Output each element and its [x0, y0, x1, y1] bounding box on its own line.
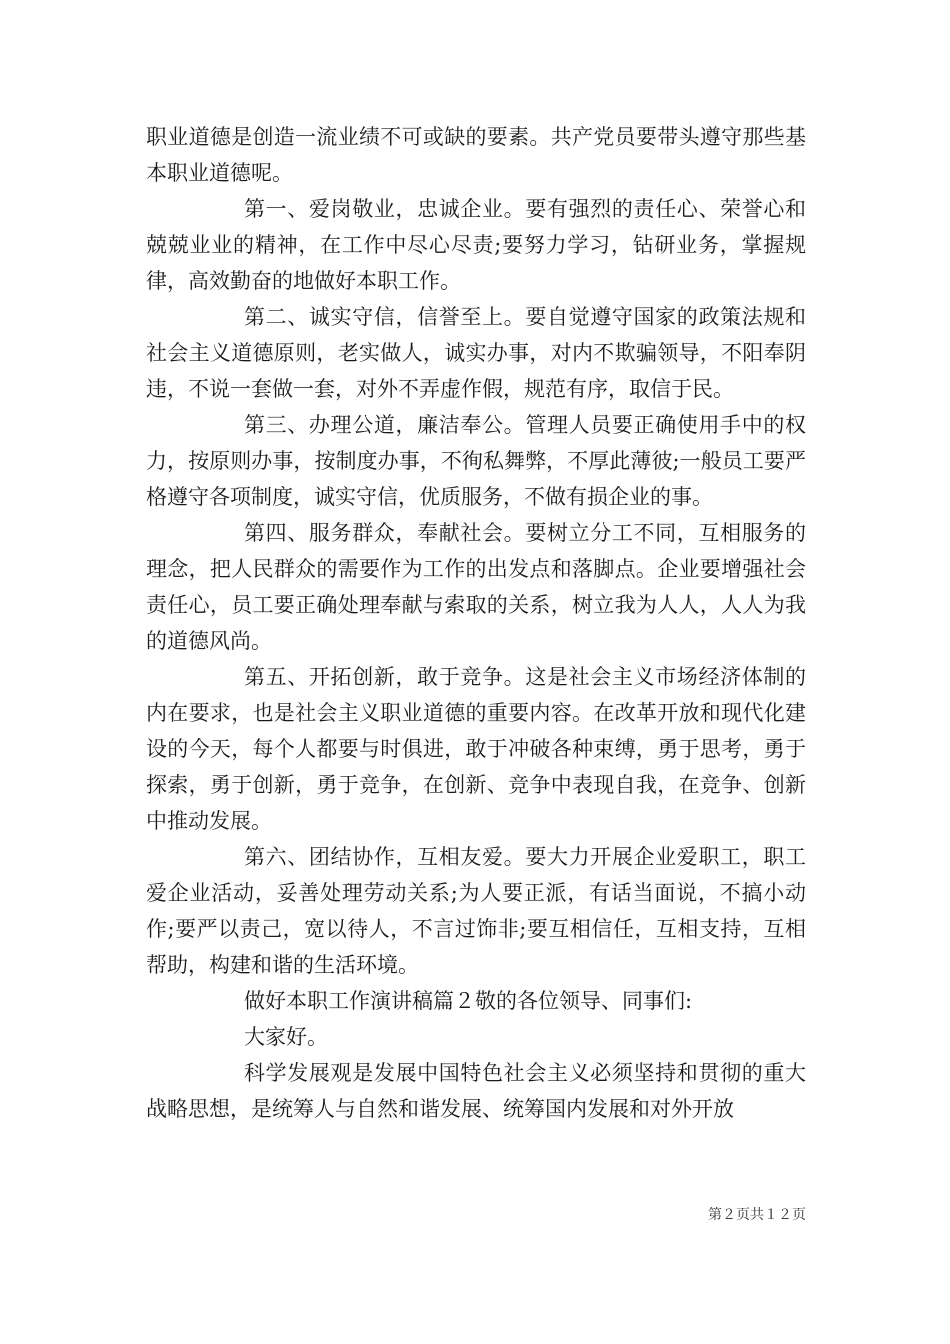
paragraph-point-2: 第二、诚实守信，信誉至上。要自觉遵守国家的政策法规和社会主义道德原则，老实做人，诚实办事，对内不欺骗领导，不阳奉阴违，不说一套做一套，对外不弄虚作假，规范有序，取信于民。: [146, 305, 806, 401]
paragraph-point-4: 第四、服务群众，奉献社会。要树立分工不同，互相服务的理念，把人民群众的需要作为工作的出发点和落脚点。企业要增强社会责任心，员工要正确处理奉献与索取的关系，树立我为人人，人人为我的道德风尚。: [146, 521, 806, 653]
paragraph-point-1: 第一、爱岗敬业，忠诚企业。要有强烈的责任心、荣誉心和兢兢业业的精神，在工作中尽心尽责;要努力学习，钻研业务，掌握规律，高效勤奋的地做好本职工作。: [146, 197, 806, 293]
page-number: 第２页共１２页: [708, 1207, 806, 1223]
paragraph-speech-body: 科学发展观是发展中国特色社会主义必须坚持和贯彻的重大战略思想，是统筹人与自然和谐发展、统筹国内发展和对外开放: [146, 1061, 806, 1121]
paragraph-point-5: 第五、开拓创新，敢于竞争。这是社会主义市场经济体制的内在要求，也是社会主义职业道德的重要内容。在改革开放和现代化建设的今天，每个人都要与时俱进，敢于冲破各种束缚，勇于思考，勇于探索，勇于创新，勇于竞争，在创新、竞争中表现自我，在竞争、创新中推动发展。: [146, 665, 806, 833]
paragraph-intro: 职业道德是创造一流业绩不可或缺的要素。共产党员要带头遵守那些基本职业道德呢。: [146, 125, 806, 185]
paragraph-point-3: 第三、办理公道，廉洁奉公。管理人员要正确使用手中的权力，按原则办事，按制度办事，不徇私舞弊，不厚此薄彼;一般员工要严格遵守各项制度，诚实守信，优质服务，不做有损企业的事。: [146, 413, 806, 509]
paragraph-point-6: 第六、团结协作，互相友爱。要大力开展企业爱职工，职工爱企业活动，妥善处理劳动关系;为人要正派，有话当面说，不搞小动作;要严以责己，宽以待人，不言过饰非;要互相信任，互相支持，互相帮助，构建和谐的生活环境。: [146, 845, 806, 977]
document-body: [146, 119, 806, 1127]
greeting: 大家好。: [244, 1025, 328, 1049]
speech-heading: 做好本职工作演讲稿篇２敬的各位领导、同事们:: [244, 989, 693, 1013]
